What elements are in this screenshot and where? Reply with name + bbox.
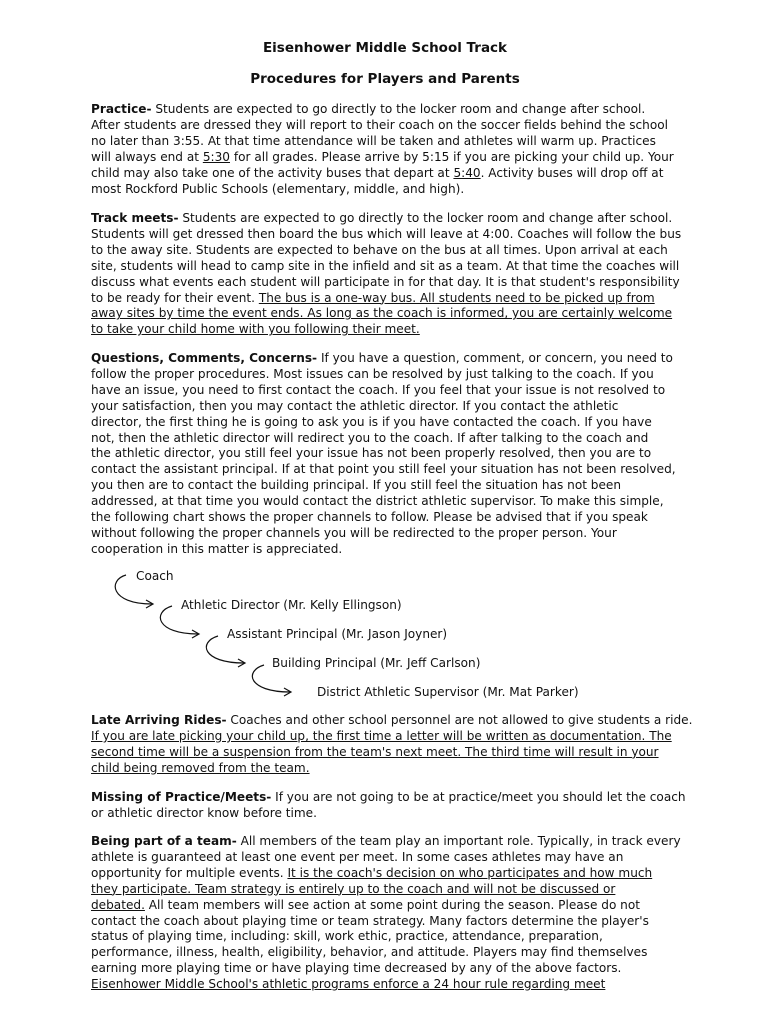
arrowhead-icon — [146, 600, 153, 608]
late-rides-section: Late Arriving Rides- Coaches and other school personnel are not allowed to give students a ride. If you are late picking your child up, the first time a letter will be written as documentation. The second time will be a suspension from the team's next meet. The third time will result in your child being removed from the team. — [91, 713, 693, 775]
arrowhead-icon — [284, 688, 291, 696]
questions-heading: Questions, Comments, Concerns- — [91, 351, 318, 365]
questions-section: Questions, Comments, Concerns- If you have a question, comment, or concern, you need to follow the proper procedures. Most issues can be resolved by just talking to the coach. If you have an issue, you need to first contact the coach. If you feel that your issue is not resolved to your satisfaction, then you may contact the athletic director. If you contact the athletic director, the first thing he is going to ask you is if you have contacted the coach. If you have not, then the athletic director will redirect you to the coach. If after talking to the coach and the athletic director, you still feel your issue has not been properly resolved, then you are to contact the assistant principal. If at that point you still feel your situation has not been resolved, you then are to contact the building principal. If you still feel the situation has not been addressed, at that time you would contact the district athletic supervisor. To make this simple, the following chart shows the proper channels to follow. Please be advised that if you speak without following the proper channels you will be redirected to the proper person. Your cooperation in this matter is appreciated. — [91, 351, 676, 556]
arrowhead-icon — [192, 630, 199, 638]
curved-arrow-icon — [252, 665, 290, 692]
curved-arrow-icon — [206, 636, 244, 663]
chain-item-assistant-principal: Assistant Principal (Mr. Jason Joyner) — [227, 627, 448, 641]
chain-item-district-supervisor: District Athletic Supervisor (Mr. Mat Parker) — [317, 685, 579, 699]
chain-item-coach: Coach — [136, 569, 174, 583]
late-rides-heading: Late Arriving Rides- — [91, 713, 227, 727]
curved-arrow-icon — [160, 606, 198, 634]
curved-arrow-icon — [115, 575, 152, 604]
arrowhead-icon — [238, 659, 245, 667]
document-subtitle: Procedures for Players and Parents — [250, 71, 520, 87]
chain-item-building-principal: Building Principal (Mr. Jeff Carlson) — [272, 656, 481, 670]
team-heading: Being part of a team- — [91, 834, 237, 848]
practice-heading: Practice- — [91, 102, 152, 116]
team-section: Being part of a team- All members of the team play an important role. Typically, in track every athlete is guaranteed at least one event per meet. In some cases athletes may have an opportunity for multiple events. It is the coach's decision on who participates and how much they participate. Team strategy is entirely up to the coach and will not be discussed or debated. All team members will see action at some point during the season. Please do not contact the coach about playing time or team strategy. Many factors determine the player's status of playing time, including: skill, work ethic, practice, attendance, preparation, performance, illness, health, eligibility, behavior, and attitude. Players may find themselves earning more playing time or have playing time decreased by any of the above factors. Eisenhower Middle School's athletic programs enforce a 24 hour rule regarding meet — [91, 834, 681, 992]
missing-section: Missing of Practice/Meets- If you are not going to be at practice/meet you should let the coach or athletic director know before time. — [91, 790, 686, 820]
practice-section: Practice- Students are expected to go directly to the locker room and change after school. After students are dressed they will report to their coach on the soccer fields behind the school no later than 3:55. At that time attendance will be taken and athletes will warm up. Practices will always end at 5:30 for all grades. Please arrive by 5:15 if you are picking your child up. Your child may also take one of the activity buses that depart at 5:40. Activity buses will drop off at most Rockford Public Schools (elementary, middle, and high). — [91, 102, 674, 196]
missing-heading: Missing of Practice/Meets- — [91, 790, 272, 804]
track-meets-heading: Track meets- — [91, 211, 179, 225]
track-meets-section: Track meets- Students are expected to go directly to the locker room and change after school. Students will get dressed then board the bus which will leave at 4:00. Coaches will follow the bus to the away site. Students are expected to behave on the bus at all times. Upon arrival at each site, students will head to camp site in the infield and sit as a team. At that time the coaches will discuss what events each student will participate in for that day. It is that student's responsibility to be ready for their event. The bus is a one-way bus. All students need to be picked up from away sites by time the event ends. As long as the coach is informed, you are certainly welcome to take your child home with you following their meet. — [91, 211, 682, 337]
chain-item-athletic-director: Athletic Director (Mr. Kelly Ellingson) — [181, 598, 402, 612]
document-title: Eisenhower Middle School Track — [262, 40, 508, 56]
